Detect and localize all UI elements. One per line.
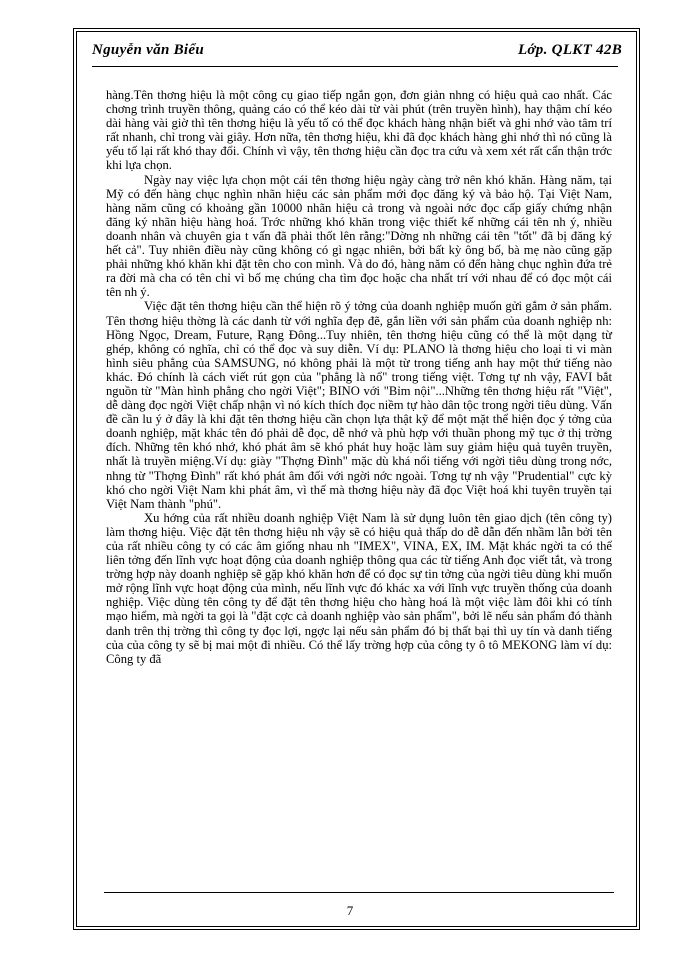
page-number: 7	[346, 903, 354, 918]
footer-divider	[104, 892, 614, 893]
author-name: Nguyễn văn Biểu	[92, 42, 205, 58]
paragraph-4: Xu hớng của rất nhiều doanh nghiệp Việt Nam là sử dụng luôn tên giao dịch (tên công ty) làm thơng hiệu. Việc đặt tên thơng hiệu nh vậy sẽ có hiệu quả thấp do dễ dẫn đến nhầm lẫn bởi tên của rất nhiều công ty có các âm giống nhau nh "IMEX", VINA, EX, IM. Mặt khác ngời ta có thể liên tởng đến lĩnh vực hoạt động của doanh nghiệp thông qua các từ tiếng Anh đọc viết tắt, và trong trờng hợp này doanh nghiệp sẽ gặp khó khăn hơn để có đọc sự tin tởng của ngời tiêu dùng khi muốn mở rộng lĩnh vực hoạt động của mình, nếu lĩnh vực đó khác xa với lĩnh vực truyền thống của doanh nghiệp. Việc dùng tên công ty để đặt tên thơng hiệu cho hàng hoá là một việc làm đôi khi có tính mạo hiểm, mà ngời ta gọi là "đặt cợc cả doanh nghiệp vào sản phẩm", bởi lẽ nếu sản phẩm đó thành danh trên thị trờng thì công ty đọc lợi, ngợc lại nếu sản phẩm đó bị thất bại thì uy tín và danh tiếng của của công ty sẽ bị mai một đi nhiều. Có thể lấy trờng hợp của công ty ô tô MEKONG làm ví dụ: Công ty đã	[106, 510, 612, 666]
class-label: Lớp. QLKT 42B	[517, 42, 622, 58]
paragraph-3: Việc đặt tên thơng hiệu cần thể hiện rõ ý tởng của doanh nghiệp muốn gửi gắm ở sản phẩm. Tên thơng hiệu thờng là các danh từ với nghĩa đẹp đẽ, gắn liền với sản phẩm của doanh nghiệp nh: Hồng Ngọc, Dream, Future, Rạng Đông...Tuy nhiên, tên thơng hiệu cũng có thể là một dạng từ ghép, không có nghĩa, chỉ có thể đọc và suy diễn. Ví dụ: PLANO là thơng hiệu cho loại ti vi màn hình siêu phẳng của SAMSUNG, nó không phải là một từ trong tiếng anh hay một thứ tiếng nào khác. Đó chính là cách viết rút gọn của "phẳng là nổ" trong tiếng việt. Tơng tự nh vậy, FAVI bắt nguồn từ "Màn hình phẳng cho ngời Việt"; BINO với "Bỉm nội"...Những tên thơng hiệu rất "Việt", dễ dàng đọc ngời Việt chấp nhận vì nó kích thích đọc niềm tự hào dân tộc trong ngời tiêu dùng. Vấn đề cần lu ý ở đây là khi đặt tên thơng hiệu cần chọn lựa thật kỹ để một mặt thể hiện đọc ý tởng của doanh nghiệp, mặt khác tên đó phải dễ đọc, dễ nhớ và phù hợp với thuần phong mỹ tục ở thị trờng đích. Những tên khó nhớ, khó phát âm sẽ khó phát huy hoặc làm suy giảm hiệu quả tuyên truyền, nhất là truyền miệng.Ví dụ: giày "Thợng Đình" mặc dù khá nổi tiếng với ngời tiêu dùng trong nớc, nhng từ "Thợng Đình" rất khó phát âm đối với ngời nớc ngoài. Tơng tự nh vậy "Prudential" cực kỳ khó cho ngời Việt Nam khi phát âm, vì thế mà thơng hiệu này đã đọc Việt hoá khi tuyên truyền tại Việt Nam thành "phú".	[106, 299, 612, 511]
page-header	[92, 42, 622, 68]
paragraph-1: hàng.Tên thơng hiệu là một công cụ giao tiếp ngắn gọn, đơn giản nhng có hiệu quả cao nhất. Các chơng trình truyền thông, quảng cáo có thể kéo dài từ vài phút (trên truyền hình), hay thậm chí kéo dài hàng vài giờ thì tên thơng hiệu là yếu tố có thể đọc khách hàng nhận biết và ghi nhớ vào tâm trí rất nhanh, chỉ trong vài giây. Hơn nữa, tên thơng hiệu, khi đã đọc khách hàng ghi nhớ thì nó cũng là yếu tố lại rất khó thay đổi. Chính vì vậy, tên thơng hiệu cần đọc tra cứu và xem xét rất cẩn thận trớc khi lựa chọn.	[106, 88, 612, 173]
document-body	[106, 88, 612, 666]
header-divider	[92, 66, 618, 67]
paragraph-2: Ngày nay việc lựa chọn một cái tên thơng hiệu ngày càng trở nên khó khăn. Hàng năm, tại Mỹ có đến hàng chục nghìn nhãn hiệu các sản phẩm mới đọc đăng ký và bảo hộ. Tại Việt Nam, hàng năm cũng có khoảng gần 10000 nhãn hiệu cả trong và ngoài nớc đọc cấp giấy chứng nhận đăng ký nhãn hiệu hàng hoá. Trớc những khó khăn trong việc thiết kế những cái tên nh ý, nhiều doanh nhân và chuyên gia t vấn đã phải thốt lên rằng:"Dờng nh những cái tên "tốt" đã bị đăng ký hết cả". Tuy nhiên điều này cũng không có gì ngạc nhiên, bởi bất kỳ ông bố, bà mẹ nào cũng gặp phải những khó khăn khi đặt tên cho con mình. Và do đó, hàng năm có đến hàng chục nghìn đứa trẻ ra đời mà cha có tên chỉ vì bố mẹ chúng cha tìm đọc hoặc cha nhất trí với nhau để có đọc một cái tên nh ý.	[106, 172, 612, 300]
